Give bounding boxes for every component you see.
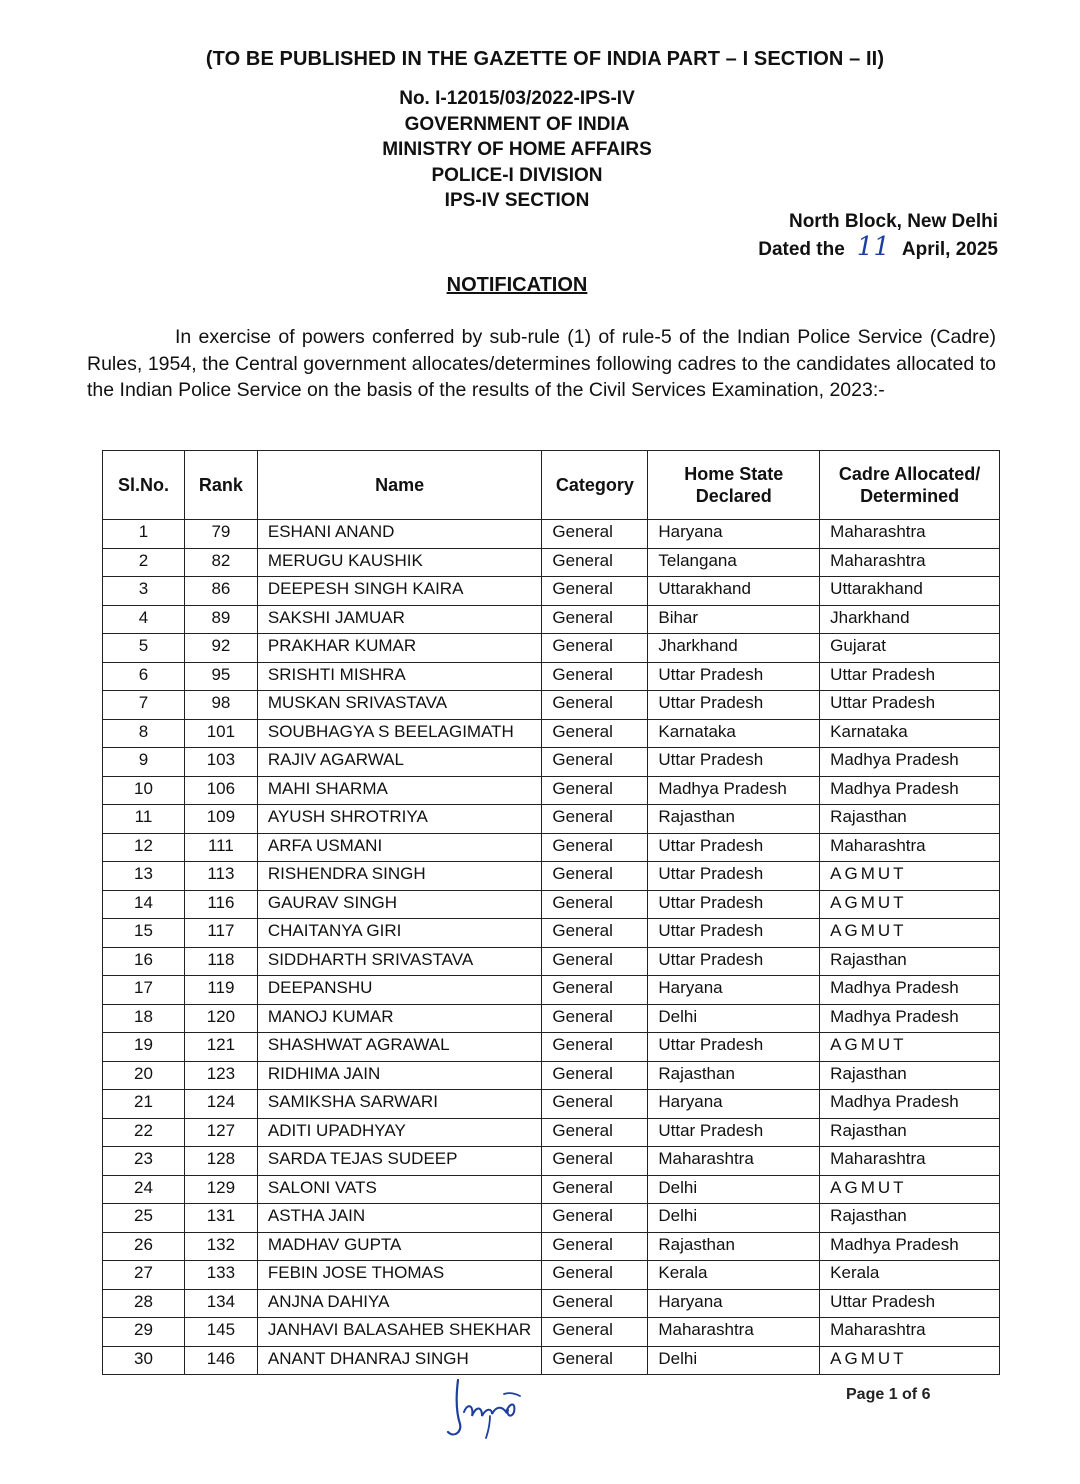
cell-cadre: Uttar Pradesh [820, 1289, 1000, 1318]
table-row [103, 947, 1000, 976]
cell-name: GAURAV SINGH [257, 890, 542, 919]
table-row [103, 1090, 1000, 1119]
cell-rank: 133 [184, 1261, 257, 1290]
cell-slno: 10 [103, 776, 185, 805]
cell-category: General [542, 662, 648, 691]
cell-rank: 129 [184, 1175, 257, 1204]
cell-category: General [542, 1004, 648, 1033]
gazette-heading: (TO BE PUBLISHED IN THE GAZETTE OF INDIA PART – I SECTION – II) [205, 48, 885, 70]
cell-category: General [542, 548, 648, 577]
table-row [103, 548, 1000, 577]
header-slno: Sl.No. [103, 451, 185, 520]
cell-category: General [542, 691, 648, 720]
cell-cadre: Gujarat [820, 634, 1000, 663]
header-name: Name [257, 451, 542, 520]
cell-cadre: Madhya Pradesh [820, 748, 1000, 777]
cell-home-state: Delhi [648, 1175, 820, 1204]
cell-cadre: AGMUT [820, 1175, 1000, 1204]
cell-category: General [542, 748, 648, 777]
cell-cadre: Kerala [820, 1261, 1000, 1290]
table-row [103, 662, 1000, 691]
cell-cadre: Madhya Pradesh [820, 1004, 1000, 1033]
cell-slno: 15 [103, 919, 185, 948]
table-row [103, 833, 1000, 862]
cell-category: General [542, 520, 648, 549]
cell-cadre: Rajasthan [820, 1118, 1000, 1147]
cell-category: General [542, 1175, 648, 1204]
cell-rank: 124 [184, 1090, 257, 1119]
cell-slno: 26 [103, 1232, 185, 1261]
header-category: Category [542, 451, 648, 520]
cell-rank: 98 [184, 691, 257, 720]
cell-name: SIDDHARTH SRIVASTAVA [257, 947, 542, 976]
cell-name: SHASHWAT AGRAWAL [257, 1033, 542, 1062]
cell-slno: 6 [103, 662, 185, 691]
cell-category: General [542, 776, 648, 805]
body-paragraph: In exercise of powers conferred by sub-rule (1) of rule-5 of the Indian Police Service (Cadre) Rules, 1954, the Central government allocates/determines following cadres to the candidates allocated to the Indian Police Service on the basis of the results of the Civil Services Examination, 2023:- [87, 326, 996, 401]
cell-rank: 117 [184, 919, 257, 948]
cell-category: General [542, 1289, 648, 1318]
cell-rank: 121 [184, 1033, 257, 1062]
cell-name: ANANT DHANRAJ SINGH [257, 1346, 542, 1375]
table-body [103, 520, 1000, 1375]
table-row [103, 890, 1000, 919]
cell-slno: 28 [103, 1289, 185, 1318]
table-row [103, 776, 1000, 805]
cell-rank: 79 [184, 520, 257, 549]
cell-slno: 4 [103, 605, 185, 634]
cell-rank: 109 [184, 805, 257, 834]
cell-cadre: Madhya Pradesh [820, 1090, 1000, 1119]
cell-name: SOUBHAGYA S BEELAGIMATH [257, 719, 542, 748]
table-row [103, 719, 1000, 748]
cell-cadre: Karnataka [820, 719, 1000, 748]
table-row [103, 919, 1000, 948]
table-row [103, 1232, 1000, 1261]
date-line [758, 231, 998, 263]
table-row [103, 605, 1000, 634]
cell-home-state: Madhya Pradesh [648, 776, 820, 805]
cell-home-state: Telangana [648, 548, 820, 577]
cell-rank: 113 [184, 862, 257, 891]
cell-rank: 120 [184, 1004, 257, 1033]
cell-category: General [542, 1346, 648, 1375]
table-row [103, 1175, 1000, 1204]
cell-home-state: Uttarakhand [648, 577, 820, 606]
division-line: POLICE-I DIVISION [431, 164, 603, 186]
cell-name: RISHENDRA SINGH [257, 862, 542, 891]
cell-home-state: Delhi [648, 1004, 820, 1033]
cell-category: General [542, 1118, 648, 1147]
cell-category: General [542, 1232, 648, 1261]
cell-rank: 123 [184, 1061, 257, 1090]
cell-cadre: AGMUT [820, 1346, 1000, 1375]
cell-slno: 22 [103, 1118, 185, 1147]
cell-name: SARDA TEJAS SUDEEP [257, 1147, 542, 1176]
cadre-allocation-table [102, 450, 1000, 1375]
table-row [103, 1004, 1000, 1033]
cell-category: General [542, 862, 648, 891]
cell-slno: 18 [103, 1004, 185, 1033]
cell-name: MAHI SHARMA [257, 776, 542, 805]
cell-name: ANJNA DAHIYA [257, 1289, 542, 1318]
cell-home-state: Rajasthan [648, 1061, 820, 1090]
cell-rank: 134 [184, 1289, 257, 1318]
cell-category: General [542, 634, 648, 663]
cell-name: DEEPESH SINGH KAIRA [257, 577, 542, 606]
cell-name: RAJIV AGARWAL [257, 748, 542, 777]
notification-title: NOTIFICATION [446, 274, 588, 296]
cell-rank: 119 [184, 976, 257, 1005]
cell-rank: 95 [184, 662, 257, 691]
cell-slno: 24 [103, 1175, 185, 1204]
cell-slno: 2 [103, 548, 185, 577]
page-number: Page 1 of 6 [846, 1386, 931, 1403]
handwritten-day: 11 [856, 231, 890, 262]
cell-rank: 111 [184, 833, 257, 862]
dated-suffix: April, 2025 [901, 238, 998, 260]
cell-name: MADHAV GUPTA [257, 1232, 542, 1261]
cell-home-state: Uttar Pradesh [648, 662, 820, 691]
cell-category: General [542, 719, 648, 748]
cell-cadre: Maharashtra [820, 1318, 1000, 1347]
cell-name: ESHANI ANAND [257, 520, 542, 549]
table-row [103, 520, 1000, 549]
cell-cadre: Madhya Pradesh [820, 976, 1000, 1005]
cell-category: General [542, 1318, 648, 1347]
cell-cadre: Maharashtra [820, 548, 1000, 577]
header-rank: Rank [184, 451, 257, 520]
table-row [103, 577, 1000, 606]
cell-category: General [542, 1061, 648, 1090]
cell-name: ASTHA JAIN [257, 1204, 542, 1233]
cell-home-state: Uttar Pradesh [648, 833, 820, 862]
cell-slno: 3 [103, 577, 185, 606]
table-row [103, 1318, 1000, 1347]
section-line: IPS-IV SECTION [444, 190, 590, 212]
table-row [103, 634, 1000, 663]
cell-slno: 29 [103, 1318, 185, 1347]
cell-name: AYUSH SHROTRIYA [257, 805, 542, 834]
table-row [103, 862, 1000, 891]
cell-cadre: AGMUT [820, 890, 1000, 919]
header-cadre: Cadre Allocated/ Determined [820, 451, 1000, 520]
cell-home-state: Maharashtra [648, 1318, 820, 1347]
file-number: No. I-12015/03/2022-IPS-IV [399, 88, 635, 109]
cell-category: General [542, 1147, 648, 1176]
cell-slno: 7 [103, 691, 185, 720]
cell-rank: 132 [184, 1232, 257, 1261]
cell-name: SAMIKSHA SARWARI [257, 1090, 542, 1119]
cell-name: SRISHTI MISHRA [257, 662, 542, 691]
cell-name: SAKSHI JAMUAR [257, 605, 542, 634]
cell-cadre: Madhya Pradesh [820, 1232, 1000, 1261]
table-row [103, 748, 1000, 777]
table-row [103, 976, 1000, 1005]
cell-category: General [542, 833, 648, 862]
cell-rank: 146 [184, 1346, 257, 1375]
cell-rank: 92 [184, 634, 257, 663]
cell-rank: 131 [184, 1204, 257, 1233]
cell-category: General [542, 805, 648, 834]
place-line: North Block, New Delhi [788, 211, 998, 232]
cell-rank: 128 [184, 1147, 257, 1176]
table-header-row [103, 451, 1000, 520]
cell-name: SALONI VATS [257, 1175, 542, 1204]
cell-category: General [542, 1090, 648, 1119]
cell-name: ADITI UPADHYAY [257, 1118, 542, 1147]
cell-rank: 82 [184, 548, 257, 577]
cell-cadre: Uttar Pradesh [820, 691, 1000, 720]
table-row [103, 691, 1000, 720]
cell-cadre: AGMUT [820, 919, 1000, 948]
cell-name: MUSKAN SRIVASTAVA [257, 691, 542, 720]
cell-cadre: Uttar Pradesh [820, 662, 1000, 691]
cell-name: FEBIN JOSE THOMAS [257, 1261, 542, 1290]
cell-slno: 8 [103, 719, 185, 748]
cell-home-state: Haryana [648, 1289, 820, 1318]
cell-category: General [542, 1204, 648, 1233]
cell-name: DEEPANSHU [257, 976, 542, 1005]
table-row [103, 805, 1000, 834]
cell-rank: 145 [184, 1318, 257, 1347]
cell-rank: 103 [184, 748, 257, 777]
cell-name: JANHAVI BALASAHEB SHEKHAR [257, 1318, 542, 1347]
ministry-line: MINISTRY OF HOME AFFAIRS [382, 139, 652, 161]
table-row [103, 1204, 1000, 1233]
cell-category: General [542, 947, 648, 976]
cell-home-state: Uttar Pradesh [648, 890, 820, 919]
cell-rank: 86 [184, 577, 257, 606]
cell-cadre: Rajasthan [820, 805, 1000, 834]
cell-slno: 13 [103, 862, 185, 891]
cell-home-state: Uttar Pradesh [648, 748, 820, 777]
cell-name: CHAITANYA GIRI [257, 919, 542, 948]
cell-cadre: Rajasthan [820, 1061, 1000, 1090]
dated-prefix: Dated the [758, 238, 845, 260]
cell-cadre: Jharkhand [820, 605, 1000, 634]
cell-slno: 9 [103, 748, 185, 777]
cell-home-state: Uttar Pradesh [648, 947, 820, 976]
cell-slno: 23 [103, 1147, 185, 1176]
header-home-state: Home State Declared [648, 451, 820, 520]
cell-home-state: Haryana [648, 1090, 820, 1119]
cell-home-state: Uttar Pradesh [648, 1118, 820, 1147]
cell-home-state: Haryana [648, 520, 820, 549]
cell-slno: 20 [103, 1061, 185, 1090]
cell-home-state: Rajasthan [648, 805, 820, 834]
cell-home-state: Karnataka [648, 719, 820, 748]
government-line: GOVERNMENT OF INDIA [404, 113, 630, 135]
cell-category: General [542, 919, 648, 948]
cell-category: General [542, 890, 648, 919]
cell-category: General [542, 1033, 648, 1062]
cell-name: PRAKHAR KUMAR [257, 634, 542, 663]
cell-home-state: Uttar Pradesh [648, 1033, 820, 1062]
cell-name: MERUGU KAUSHIK [257, 548, 542, 577]
cell-cadre: AGMUT [820, 1033, 1000, 1062]
cell-home-state: Delhi [648, 1346, 820, 1375]
cell-category: General [542, 1261, 648, 1290]
cell-slno: 5 [103, 634, 185, 663]
cell-home-state: Delhi [648, 1204, 820, 1233]
cell-home-state: Rajasthan [648, 1232, 820, 1261]
table-row [103, 1346, 1000, 1375]
cell-slno: 11 [103, 805, 185, 834]
cell-rank: 106 [184, 776, 257, 805]
cell-cadre: Maharashtra [820, 1147, 1000, 1176]
cell-rank: 116 [184, 890, 257, 919]
cell-slno: 14 [103, 890, 185, 919]
cell-category: General [542, 577, 648, 606]
cell-home-state: Maharashtra [648, 1147, 820, 1176]
table-row [103, 1147, 1000, 1176]
table-row [103, 1118, 1000, 1147]
cell-home-state: Haryana [648, 976, 820, 1005]
cell-name: RIDHIMA JAIN [257, 1061, 542, 1090]
cell-slno: 19 [103, 1033, 185, 1062]
table-row [103, 1061, 1000, 1090]
handwritten-signature [440, 1372, 530, 1442]
table-row [103, 1289, 1000, 1318]
cell-slno: 16 [103, 947, 185, 976]
cell-rank: 89 [184, 605, 257, 634]
cell-home-state: Jharkhand [648, 634, 820, 663]
cell-home-state: Uttar Pradesh [648, 691, 820, 720]
cell-cadre: Madhya Pradesh [820, 776, 1000, 805]
issuing-authority-block [0, 86, 1034, 214]
cell-slno: 21 [103, 1090, 185, 1119]
cell-cadre: Maharashtra [820, 520, 1000, 549]
cell-rank: 118 [184, 947, 257, 976]
cell-slno: 17 [103, 976, 185, 1005]
place-date-block [758, 209, 998, 262]
cell-category: General [542, 605, 648, 634]
cell-name: MANOJ KUMAR [257, 1004, 542, 1033]
cell-slno: 30 [103, 1346, 185, 1375]
cell-cadre: AGMUT [820, 862, 1000, 891]
cell-home-state: Kerala [648, 1261, 820, 1290]
cell-slno: 27 [103, 1261, 185, 1290]
cell-slno: 1 [103, 520, 185, 549]
cell-cadre: Uttarakhand [820, 577, 1000, 606]
cell-home-state: Bihar [648, 605, 820, 634]
cell-cadre: Rajasthan [820, 947, 1000, 976]
cell-cadre: Rajasthan [820, 1204, 1000, 1233]
table-row [103, 1261, 1000, 1290]
cell-category: General [542, 976, 648, 1005]
cell-rank: 127 [184, 1118, 257, 1147]
cell-home-state: Uttar Pradesh [648, 919, 820, 948]
cell-slno: 25 [103, 1204, 185, 1233]
table-row [103, 1033, 1000, 1062]
cell-name: ARFA USMANI [257, 833, 542, 862]
cell-rank: 101 [184, 719, 257, 748]
cell-cadre: Maharashtra [820, 833, 1000, 862]
cell-home-state: Uttar Pradesh [648, 862, 820, 891]
cell-slno: 12 [103, 833, 185, 862]
